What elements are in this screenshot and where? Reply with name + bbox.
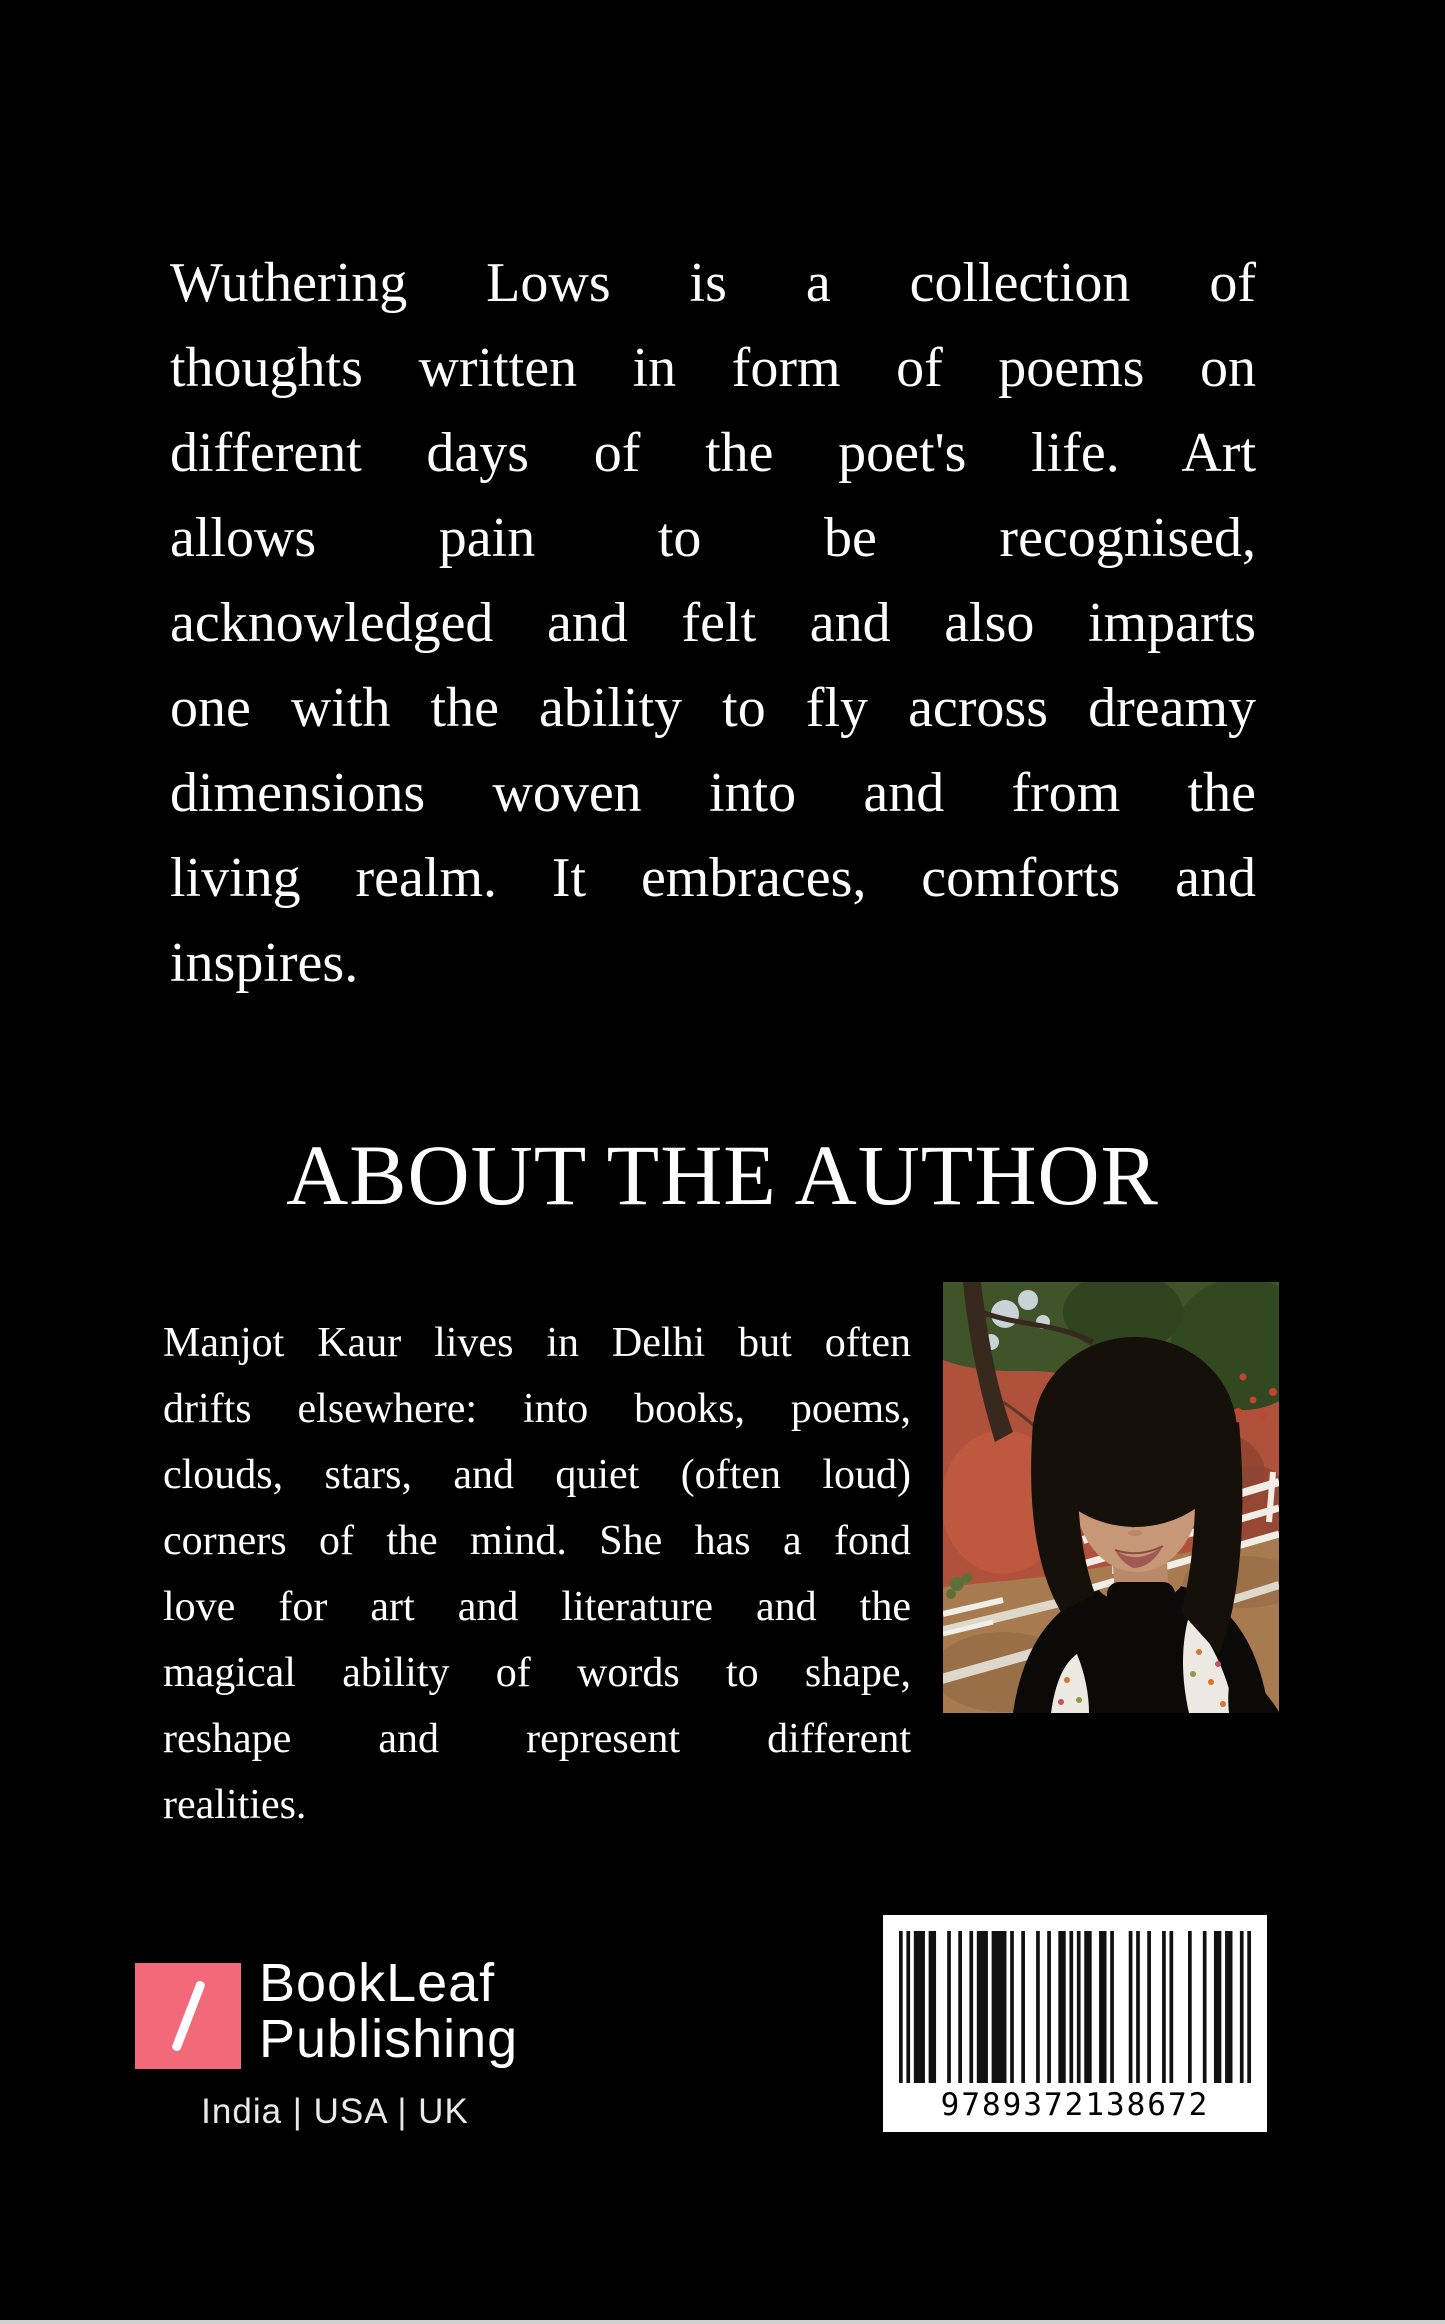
- synopsis-line: allows pain to be recognised,: [170, 507, 1256, 569]
- bio-line: drifts elsewhere: into books, poems,: [163, 1386, 911, 1432]
- about-the-author-heading: ABOUT THE AUTHOR: [286, 1127, 1159, 1223]
- author-photo: [943, 1282, 1279, 1713]
- bio-line: magical ability of words to shape,: [163, 1650, 911, 1696]
- synopsis-line: thoughts written in form of poems on: [170, 337, 1256, 399]
- synopsis-line: one with the ability to fly across dreamy: [170, 677, 1256, 739]
- barcode: [883, 1915, 1267, 2132]
- logo-slash-icon: [171, 1980, 206, 2052]
- bio-line: corners of the mind. She has a fond: [163, 1518, 911, 1564]
- bottom-edge-line: [0, 2320, 1445, 2324]
- publisher-name-line2: Publishing: [259, 2009, 519, 2069]
- synopsis-line: different days of the poet's life. Art: [170, 422, 1256, 484]
- publisher-name-line1: BookLeaf: [259, 1953, 496, 2013]
- synopsis-line: living realm. It embraces, comforts and: [170, 847, 1256, 909]
- publisher-name: [259, 1955, 518, 2067]
- synopsis-paragraph: [170, 241, 1256, 1006]
- synopsis-line: dimensions woven into and from the: [170, 762, 1256, 824]
- synopsis-line: inspires.: [170, 932, 359, 994]
- synopsis-line: acknowledged and felt and also imparts: [170, 592, 1256, 654]
- bio-line: realities.: [163, 1782, 307, 1828]
- publisher-regions: India | USA | UK: [201, 2092, 469, 2131]
- bio-line: Manjot Kaur lives in Delhi but often: [163, 1320, 911, 1366]
- bio-line: clouds, stars, and quiet (often loud): [163, 1452, 911, 1498]
- bio-line: reshape and represent different: [163, 1716, 911, 1762]
- barcode-bars: [899, 1931, 1251, 2083]
- publisher-logo-mark: [135, 1963, 241, 2069]
- synopsis-line: Wuthering Lows is a collection of: [170, 252, 1256, 314]
- bio-line: love for art and literature and the: [163, 1584, 911, 1630]
- barcode-number: 9789372138672: [940, 2087, 1210, 2123]
- author-bio-paragraph: [163, 1310, 911, 1838]
- author-photo-illustration: [943, 1282, 1279, 1713]
